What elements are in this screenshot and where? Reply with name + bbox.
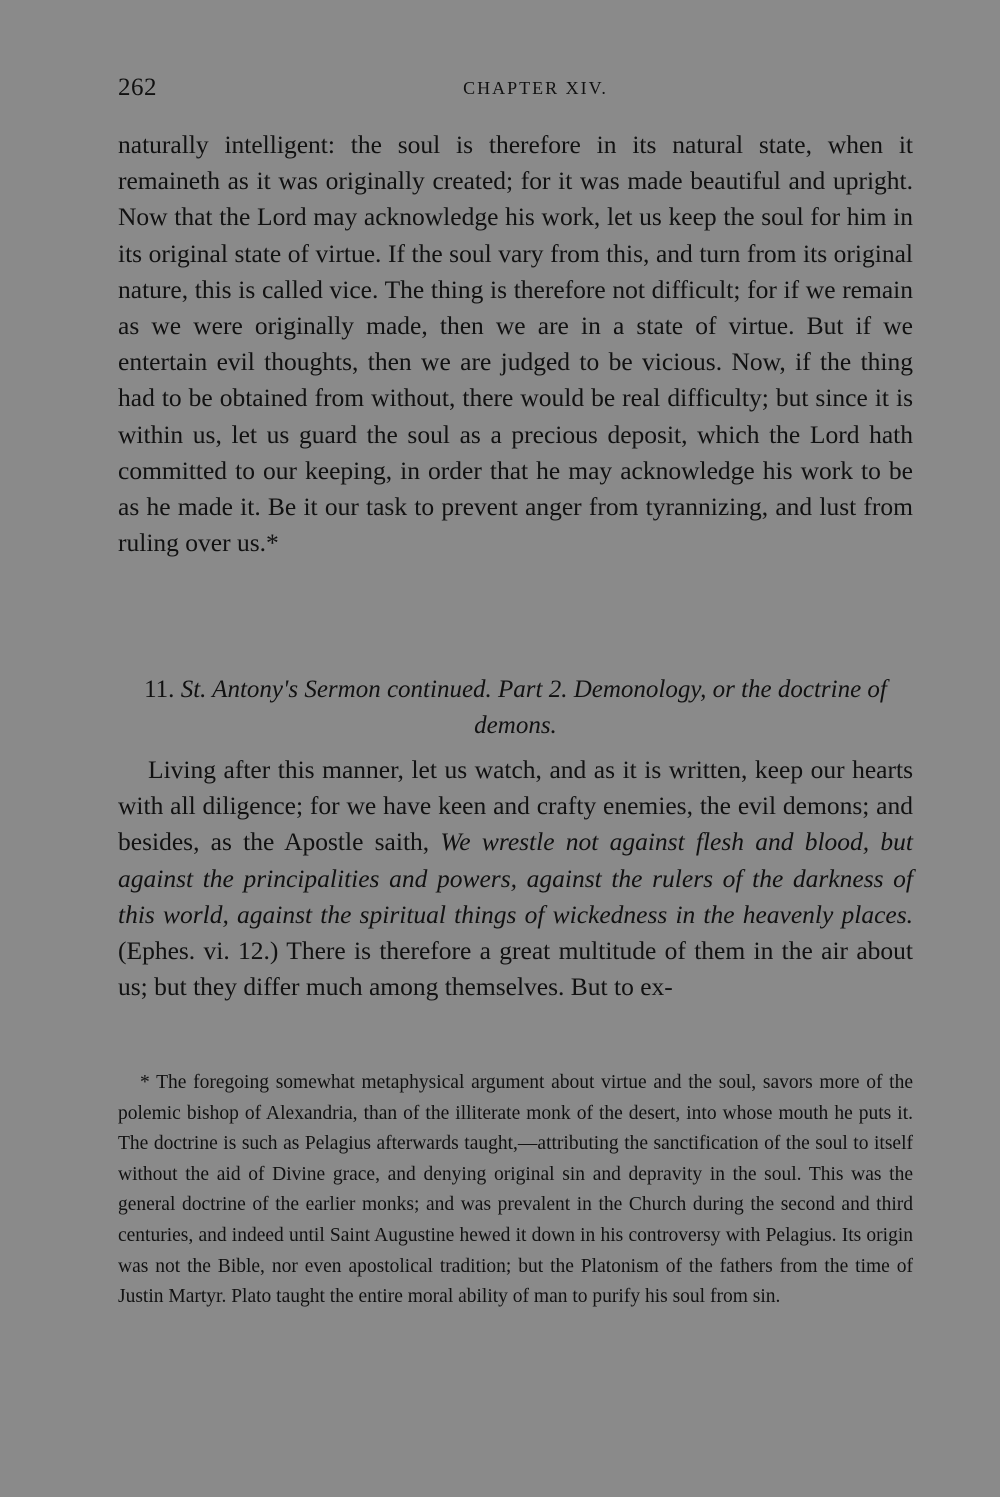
- section-title: St. Antony's Sermon continued. Part 2. Demonology, or the doctrine of demons.: [180, 676, 887, 739]
- page-header: [118, 74, 913, 108]
- paragraph-text-continued: (Ephes. vi. 12.) There is therefore a great multitude of them in the air about us; but they differ much among themselves. But to ex-: [118, 936, 913, 1002]
- section-heading: [118, 672, 913, 744]
- running-head: CHAPTER XIV.: [463, 78, 608, 98]
- section-number: 11.: [144, 676, 175, 703]
- body-paragraph: naturally intelligent: the soul is therefore in its natural state, when it remaineth as it was originally created; for it was made beautiful and upright. Now that the Lord may acknowledge his work, let us keep the soul for him in its original state of virtue. If the soul vary from this, and turn from its original nature, this is called vice. The thing is therefore not difficult; for if we remain as we were originally made, then we are in a state of virtue. But if we entertain evil thoughts, then we are judged to be vicious. Now, if the thing had to be obtained from without, there would be real difficulty; but since it is within us, let us guard the soul as a precious deposit, which the Lord hath committed to our keeping, in order that he may acknowledge his work to be as he made it. Be it our task to prevent anger from tyrannizing, and lust from ruling over us.*: [118, 130, 913, 558]
- footnote: * The foregoing somewhat metaphysical argument about virtue and the soul, savors more of the polemic bishop of Alexandria, than of the illiterate monk of the desert, into whose mouth he puts it. The doctrine is such as Pelagius afterwards taught,—attributing the sanctification of the soul to itself without the aid of Divine grace, and denying original sin and depravity in the soul. This was the general doctrine of the earlier monks; and was prevalent in the Church during the second and third centuries, and indeed until Saint Augustine hewed it down in his controversy with Pelagius. Its origin was not the Bible, nor even apostolical tradition; but the Platonism of the fathers from the time of Justin Martyr. Plato taught the entire moral ability of man to purify his soul from sin.: [118, 1072, 913, 1308]
- paragraph-text: Living after this manner, let us watch, and as it is written, keep our hearts with all diligence; for we have keen and crafty enemies, the evil demons; and besides, as the Apostle saith,: [118, 755, 913, 857]
- scripture-quote: We wrestle not against flesh and blood, but against the principalities and powers, against the rulers of the darkness of this world, against the spiritual things of wickedness in the heavenly places.: [118, 827, 913, 929]
- page-number: 262: [118, 74, 157, 101]
- body-paragraph-2: [118, 752, 913, 1005]
